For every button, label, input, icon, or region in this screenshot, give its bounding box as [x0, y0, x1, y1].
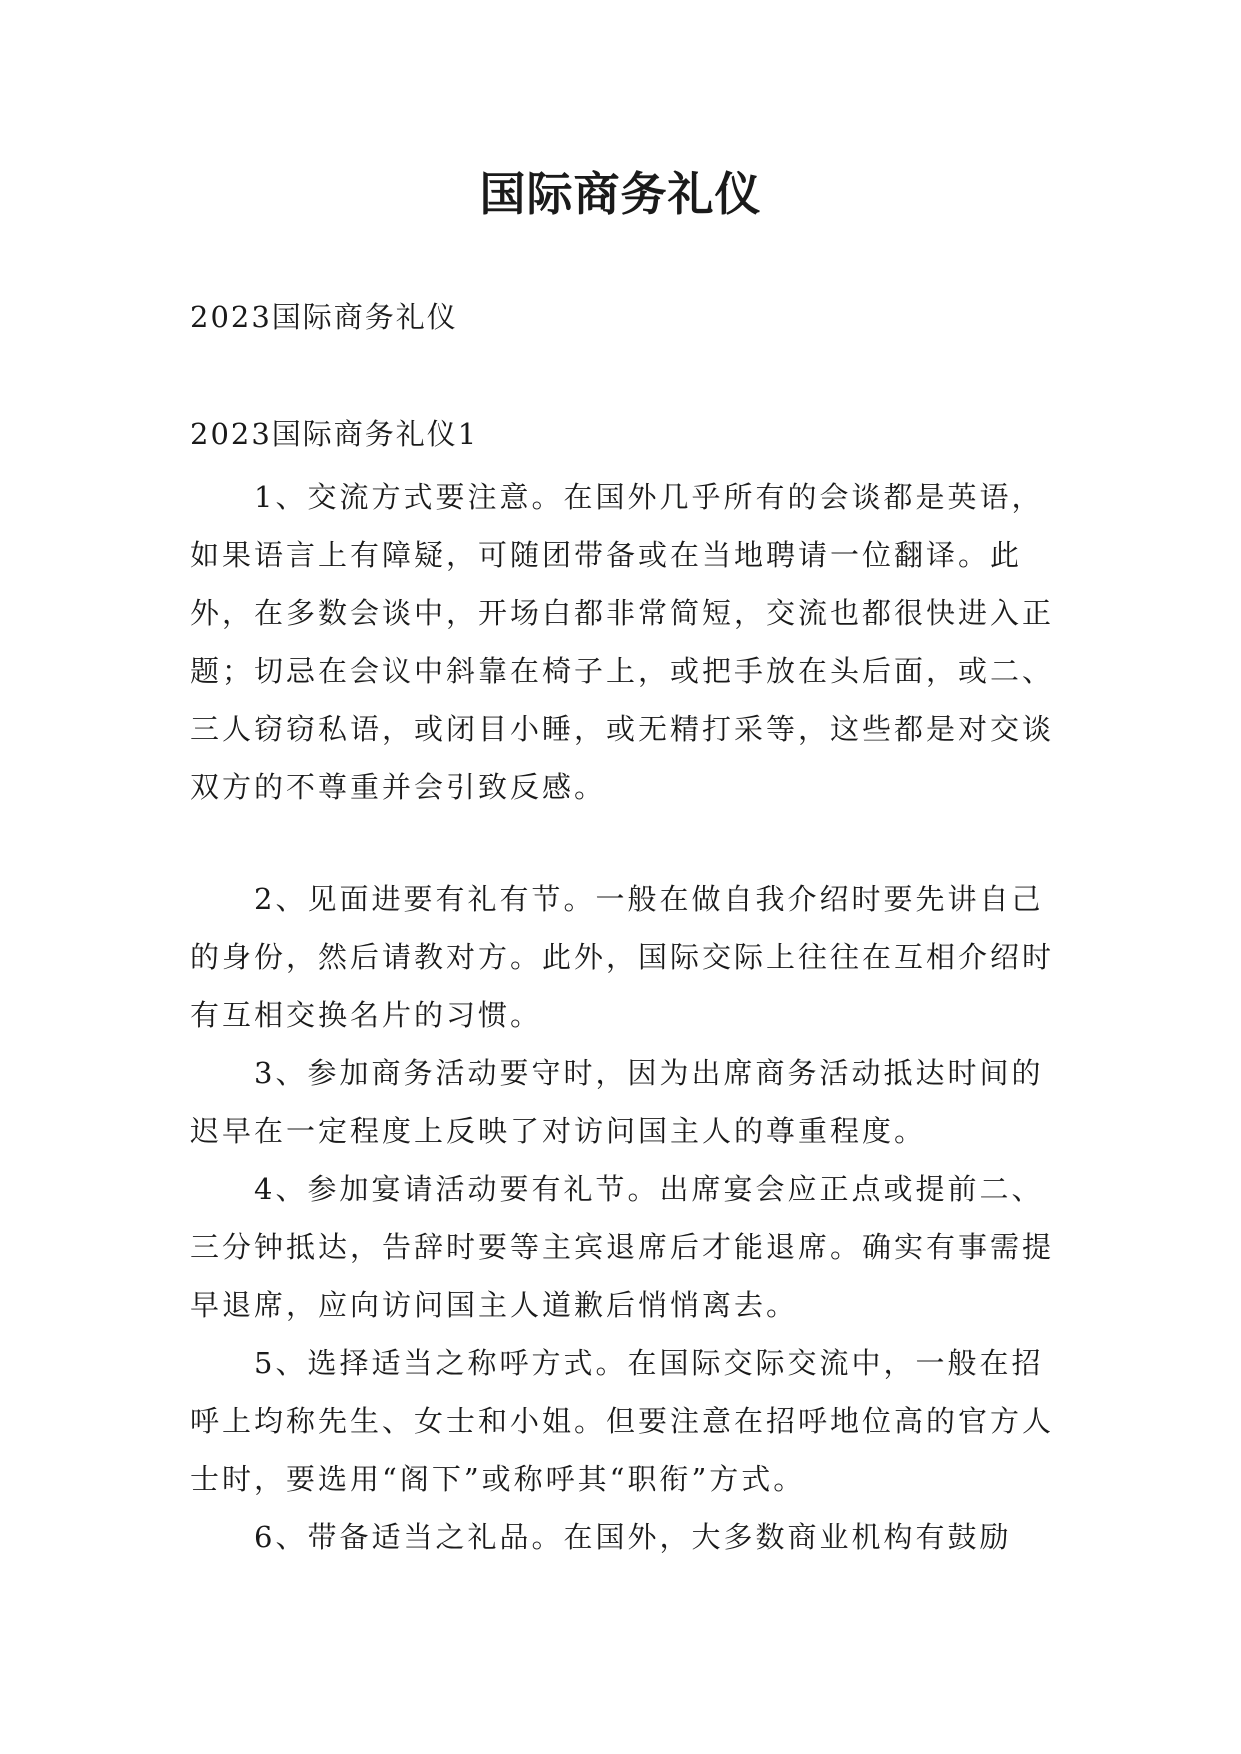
paragraph-4: 4、参加宴请活动要有礼节。出席宴会应正点或提前二、三分钟抵达，告辞时要等主宾退席后才能退席。确实有事需提早退席，应向访问国主人道歉后悄悄离去。: [190, 1172, 1055, 1322]
paragraph-1: 1、交流方式要注意。在国外几乎所有的会谈都是英语，如果语言上有障疑，可随团带备或在当地聘请一位翻译。此外，在多数会谈中，开场白都非常简短，交流也都很快进入正题；切忌在会议中斜靠在椅子上，或把手放在头后面，或二、三人窃窃私语，或闭目小睡，或无精打采等，这些都是对交谈双方的不尊重并会引致反感。: [190, 480, 1055, 804]
document-subtitle: 2023国际商务礼仪: [190, 300, 458, 334]
paragraph-5: 5、选择适当之称呼方式。在国际交际交流中，一般在招呼上均称先生、女士和小姐。但要注意在招呼地位高的官方人士时，要选用“阁下”或称呼其“职衔”方式。: [190, 1346, 1055, 1496]
section-heading: 2023国际商务礼仪1: [190, 417, 479, 451]
paragraph-2: 2、见面进要有礼有节。一般在做自我介绍时要先讲自己的身份，然后请教对方。此外，国际交际上往往在互相介绍时有互相交换名片的习惯。: [190, 882, 1055, 1032]
document-title: 国际商务礼仪: [479, 167, 762, 221]
paragraph-3: 3、参加商务活动要守时，因为出席商务活动抵达时间的迟早在一定程度上反映了对访问国主人的尊重程度。: [190, 1056, 1044, 1148]
paragraph-6: 6、带备适当之礼品。在国外，大多数商业机构有鼓励: [254, 1520, 1012, 1554]
